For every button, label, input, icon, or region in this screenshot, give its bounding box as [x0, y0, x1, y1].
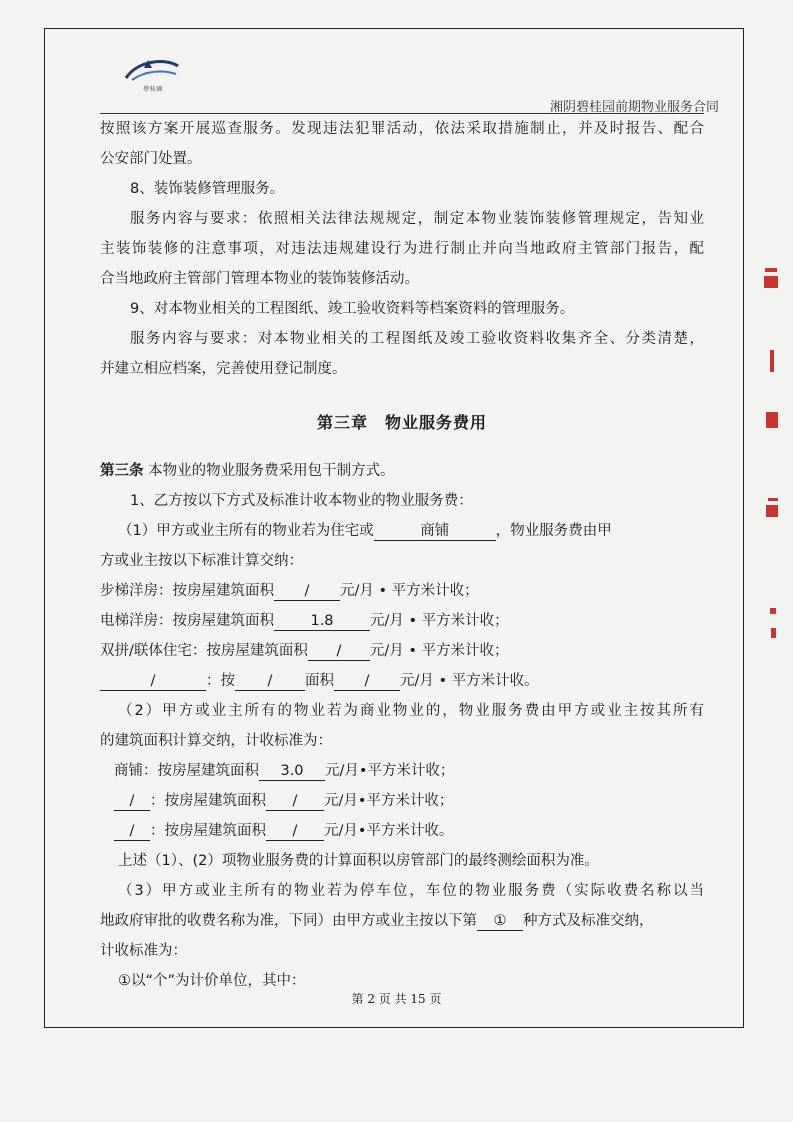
text-segment: 元/月 • 平方米计收。 — [400, 673, 539, 689]
seal-mark — [770, 608, 776, 614]
page-number: 第 2 页 共 15 页 — [351, 992, 442, 1006]
fill-blank: / — [274, 582, 340, 601]
fill-blank: / — [100, 672, 206, 691]
fill-blank: / — [266, 822, 324, 841]
clause-1: 1、乙方按以下方式及标准计收本物业的物业服务费： — [130, 493, 473, 509]
seal-mark — [765, 268, 777, 272]
fill-blank: 3.0 — [259, 762, 325, 781]
text-segment: 面积 — [305, 673, 334, 689]
rate-row — [100, 786, 704, 816]
seal-mark — [771, 628, 776, 638]
text-segment: 元/月 • 平方米计收； — [340, 583, 479, 599]
text-segment: （1）甲方或业主所有的物业若为住宅或 — [118, 523, 374, 539]
paragraph-line: 上述（1）、(2）项物业服务费的计算面积以房管部门的最终测绘面积为准。 — [118, 853, 599, 869]
item-9: 9、对本物业相关的工程图纸、竣工验收资料等档案资料的管理服务。 — [130, 301, 575, 317]
text-segment: ：按 — [206, 673, 235, 689]
clause-1-3: （3）甲方或业主所有的物业若为停车位，车位的物业服务费（实际收费名称以当 — [118, 883, 704, 899]
rate-row — [100, 816, 704, 846]
seal-mark — [768, 498, 778, 501]
fill-blank: 1.8 — [274, 612, 370, 631]
article-3 — [100, 456, 704, 486]
fill-blank: / — [308, 642, 370, 661]
fill-blank: / — [114, 822, 150, 841]
text-segment: 元/月 • 平方米计收； — [369, 643, 509, 659]
paragraph-line: 计收标准为： — [100, 943, 187, 959]
logo-text: 碧桂園 — [143, 86, 163, 93]
text-segment: 商铺：按房屋建筑面积 — [114, 763, 259, 779]
text-segment: 双拼/联体住宅：按房屋建筑面积 — [100, 643, 308, 659]
item-8: 8、装饰装修管理服务。 — [130, 181, 285, 197]
text-segment: ，物业服务费由甲 — [495, 523, 612, 539]
paragraph-line: ①以“个”为计价单位，其中： — [118, 973, 306, 989]
company-logo — [118, 56, 188, 100]
seal-mark — [766, 412, 778, 428]
fill-blank: / — [266, 792, 324, 811]
text-segment: 元/月•平方米计收； — [324, 793, 454, 809]
rate-row — [100, 666, 704, 696]
paragraph-line: 合当地政府主管部门管理本物业的装饰装修活动。 — [100, 271, 419, 287]
fill-blank: / — [235, 672, 305, 691]
rate-row — [100, 636, 704, 666]
paragraph-line: 按照该方案开展巡查服务。发现违法犯罪活动，依法采取措施制止，并及时报告、配合 — [100, 121, 704, 137]
rate-row — [100, 606, 704, 636]
fill-blank: 商铺 — [374, 522, 496, 541]
paragraph-line: 方或业主按以下标准计算交纳： — [100, 553, 303, 569]
fill-blank: ① — [477, 912, 523, 931]
text-segment: 元/月•平方米计收； — [325, 763, 455, 779]
paragraph-line: 公安部门处置。 — [100, 151, 202, 167]
paragraph-line: 主装饰装修的注意事项，对违法违规建设行为进行制止并向当地政府主管部门报告，配 — [100, 241, 704, 257]
clause-1-2: （2）甲方或业主所有的物业若为商业物业的，物业服务费由甲方或业主按其所有 — [118, 703, 704, 719]
paragraph-line: 并建立相应档案，完善使用登记制度。 — [100, 361, 347, 377]
rate-row — [100, 756, 704, 786]
rate-row — [100, 576, 704, 606]
fill-blank: / — [114, 792, 150, 811]
seal-mark — [764, 276, 778, 288]
article-label: 第三条 — [100, 463, 144, 479]
paragraph-line: 服务内容与要求：依照相关法律法规规定，制定本物业装饰装修管理规定，告知业 — [130, 211, 704, 227]
text-segment: ：按房屋建筑面积 — [150, 823, 266, 839]
paragraph-line: 的建筑面积计算交纳，计收标准为： — [100, 733, 332, 749]
text-segment: 地政府审批的收费名称为准，下同）由甲方或业主按以下第 — [100, 913, 477, 929]
paragraph-line — [100, 906, 704, 936]
text-segment: ：按房屋建筑面积 — [150, 793, 266, 809]
logo-swoosh-icon — [118, 56, 188, 86]
clause-1-1 — [100, 516, 704, 546]
paragraph-line: 服务内容与要求：对本物业相关的工程图纸及竣工验收资料收集齐全、分类清楚， — [130, 331, 704, 347]
text-segment: 元/月•平方米计收。 — [324, 823, 454, 839]
text-segment: 步梯洋房：按房屋建筑面积 — [100, 583, 274, 599]
article-text: 本物业的物业服务费采用包干制方式。 — [143, 463, 395, 479]
seal-mark — [766, 505, 778, 517]
chapter-heading: 第三章 物业服务费用 — [316, 413, 487, 432]
fill-blank: / — [334, 672, 400, 691]
text-segment: 元/月 • 平方米计收； — [370, 613, 509, 629]
document-body — [100, 114, 704, 996]
contract-title: 湘阴碧桂园前期物业服务合同 — [549, 100, 719, 115]
text-segment: 种方式及标准交纳， — [523, 913, 654, 929]
seal-mark — [770, 350, 774, 372]
text-segment: 电梯洋房：按房屋建筑面积 — [100, 613, 274, 629]
